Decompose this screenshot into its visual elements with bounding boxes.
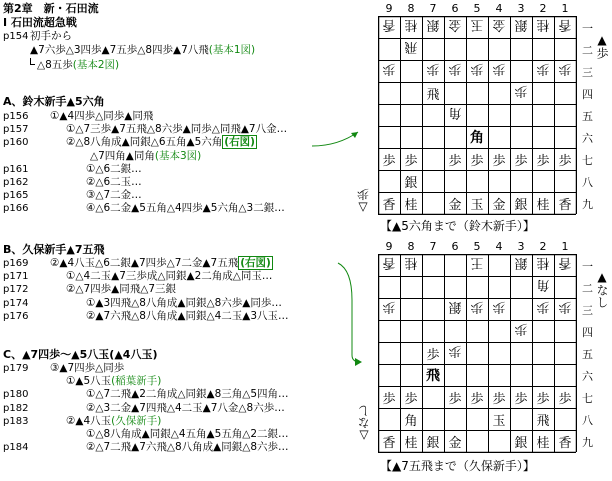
sente-piece: 飛 bbox=[426, 87, 440, 103]
sente-piece: 桂 bbox=[404, 197, 418, 213]
rank-label: 五 bbox=[582, 110, 593, 123]
sente-piece: 歩 bbox=[404, 391, 418, 407]
page-number: p160 bbox=[3, 137, 29, 149]
page-number: p172 bbox=[3, 284, 29, 296]
tree-row-ref: (久保新手) bbox=[111, 414, 162, 427]
sente-piece: 銀 bbox=[514, 197, 528, 213]
tree-row-moves: ①▲4四歩△同歩▲同飛 bbox=[50, 110, 154, 122]
gote-piece: 銀 bbox=[426, 17, 440, 33]
rank-label: 五 bbox=[582, 348, 593, 361]
board2-caption: 【▲7五飛まで（久保新手）】 bbox=[380, 459, 535, 473]
section-c-title: C、▲7四歩～▲5八玉(▲4八玉) bbox=[3, 348, 158, 361]
gote-piece: 桂 bbox=[536, 255, 550, 271]
gote-piece: 金 bbox=[448, 17, 462, 33]
sente-piece: 歩 bbox=[470, 391, 484, 407]
gote-piece: 歩 bbox=[470, 61, 484, 77]
gote-piece: 香 bbox=[382, 255, 396, 271]
page-number: p182 bbox=[3, 402, 29, 414]
gote-piece: 香 bbox=[382, 17, 396, 33]
gote-piece: 玉 bbox=[470, 17, 484, 33]
page-number: p161 bbox=[3, 163, 29, 175]
sente-piece: 歩 bbox=[492, 153, 506, 169]
page-number: p174 bbox=[3, 297, 29, 309]
sente-piece: 香 bbox=[382, 435, 396, 451]
file-label: 3 bbox=[517, 2, 525, 15]
gote-piece: 歩 bbox=[558, 61, 572, 77]
sente-piece: 香 bbox=[558, 435, 572, 451]
gote-piece: 銀 bbox=[514, 255, 528, 271]
gote-piece: 銀 bbox=[448, 299, 462, 315]
file-label: 1 bbox=[561, 2, 569, 15]
chapter-title: 第2章 新・石田流 bbox=[3, 2, 99, 15]
sente-piece: 飛 bbox=[536, 413, 550, 429]
tree-row-moves: ①△8八角成▲同銀△4五角▲5五角△2二銀… bbox=[86, 428, 289, 440]
sente-piece: 玉 bbox=[470, 197, 484, 213]
sente-piece: 歩 bbox=[470, 153, 484, 169]
rank-label: 六 bbox=[582, 370, 593, 383]
tree-row-moves: ①▲3四飛△8八角成▲同銀△8六歩▲同歩… bbox=[86, 296, 282, 309]
tree-row-moves: ②▲7六飛△8八角成▲同銀△4二玉▲3八玉… bbox=[86, 309, 289, 322]
tree-row-moves: ①▲5八玉 bbox=[66, 375, 112, 388]
rank-label: 四 bbox=[582, 326, 593, 339]
sente-piece: 銀 bbox=[514, 435, 528, 451]
board2-gote-hand: △なし bbox=[357, 405, 371, 443]
tree-row-moves: ①△7二飛▲2二角成△同銀▲8三角△5四角… bbox=[86, 388, 289, 401]
section-title: Ⅰ 石田流超急戦 bbox=[3, 16, 77, 29]
intro-line1-moves: ▲7六歩△3四歩▲7五歩△8四歩▲7八飛 bbox=[30, 44, 209, 56]
tree-row-moves: ②△3二金▲7四飛△4二玉▲7八金△8六歩… bbox=[86, 401, 285, 414]
gote-piece: 歩 bbox=[558, 299, 572, 315]
arrow-to-board2 bbox=[338, 263, 360, 362]
sente-piece: 角 bbox=[470, 130, 484, 146]
rank-label: 三 bbox=[582, 304, 593, 317]
sente-piece: 歩 bbox=[492, 391, 506, 407]
sente-piece: 歩 bbox=[382, 153, 396, 169]
tree-row-moves: △7四角▲同角 bbox=[90, 149, 155, 162]
gote-piece: 歩 bbox=[492, 61, 506, 77]
rank-label: 七 bbox=[582, 392, 593, 405]
file-label: 8 bbox=[407, 2, 415, 15]
sente-piece: 銀 bbox=[426, 435, 440, 451]
tree-row-moves: ②△7二飛▲7六飛△8八角成▲同銀△8六歩… bbox=[86, 441, 289, 454]
page-number: p157 bbox=[3, 124, 29, 136]
tree-row-ref: (稲葉新手) bbox=[111, 375, 162, 388]
sente-piece: 香 bbox=[382, 197, 396, 213]
tree-row-moves: ①△4二玉▲7三歩成△同銀▲2二角成△同玉… bbox=[66, 270, 273, 283]
gote-piece: 歩 bbox=[448, 61, 462, 77]
sente-piece: 桂 bbox=[404, 435, 418, 451]
page-number: p165 bbox=[3, 190, 29, 202]
file-label: 5 bbox=[473, 2, 481, 15]
tree-row-moves: ②△8八角成▲同銀△6五角▲5六角 bbox=[66, 136, 223, 149]
arrow-to-board1 bbox=[312, 132, 358, 146]
gote-piece: 歩 bbox=[514, 83, 528, 99]
sente-piece: 歩 bbox=[536, 391, 550, 407]
page-number: p169 bbox=[3, 258, 29, 269]
file-label: 9 bbox=[385, 2, 393, 15]
gote-piece: 香 bbox=[558, 255, 572, 271]
sente-piece: 歩 bbox=[448, 153, 462, 169]
file-label: 3 bbox=[517, 240, 525, 253]
sente-piece: 金 bbox=[448, 435, 462, 451]
gote-piece: 角 bbox=[536, 277, 550, 293]
tree-row-moves: ①△6二銀… bbox=[86, 162, 142, 175]
file-label: 9 bbox=[385, 240, 393, 253]
gote-piece: 飛 bbox=[404, 39, 418, 55]
sente-piece: 歩 bbox=[558, 153, 572, 169]
file-label: 8 bbox=[407, 240, 415, 253]
gote-piece: 歩 bbox=[426, 61, 440, 77]
file-label: 5 bbox=[473, 240, 481, 253]
board1-gote-hand: △歩 bbox=[356, 187, 369, 215]
sente-piece: 桂 bbox=[536, 435, 550, 451]
page-number: p176 bbox=[3, 310, 29, 322]
page-number: p162 bbox=[3, 177, 29, 188]
file-label: 2 bbox=[539, 240, 547, 253]
sente-piece: 歩 bbox=[558, 391, 572, 407]
rank-label: 三 bbox=[582, 66, 593, 79]
arrow-head-1 bbox=[351, 132, 358, 138]
sente-piece: 歩 bbox=[404, 153, 418, 169]
page-number: p179 bbox=[3, 363, 29, 374]
gote-piece: 角 bbox=[448, 105, 462, 121]
sente-piece: 金 bbox=[448, 197, 462, 213]
sente-piece: 金 bbox=[492, 197, 506, 213]
sente-piece: 歩 bbox=[514, 153, 528, 169]
file-label: 7 bbox=[429, 2, 437, 15]
tree-row-moves: ③△7二金… bbox=[86, 189, 142, 202]
rank-label: 一 bbox=[582, 260, 593, 273]
file-label: 6 bbox=[451, 240, 459, 253]
tree-row-ref: (右図) bbox=[224, 136, 255, 149]
page-number: p184 bbox=[3, 442, 29, 454]
gote-piece: 桂 bbox=[536, 17, 550, 33]
gote-piece: 香 bbox=[558, 17, 572, 33]
tree-row-ref: (基本3図) bbox=[154, 149, 202, 162]
tree-row-moves: ③▲7四歩△同歩 bbox=[50, 362, 125, 374]
gote-piece: 歩 bbox=[536, 299, 550, 315]
board1-sente-hand: ▲歩 bbox=[595, 33, 609, 59]
sente-piece: 歩 bbox=[382, 391, 396, 407]
gote-piece: 歩 bbox=[536, 61, 550, 77]
page-number: p183 bbox=[3, 415, 29, 427]
intro-line2-ref: (基本2図) bbox=[72, 59, 120, 71]
file-label: 2 bbox=[539, 2, 547, 15]
gote-piece: 歩 bbox=[448, 343, 462, 359]
gote-piece: 桂 bbox=[404, 255, 418, 271]
tree-row-moves: ①△7三歩▲7五飛△8六歩▲同歩△同飛▲7八金… bbox=[66, 123, 288, 136]
sente-piece: 香 bbox=[558, 197, 572, 213]
gote-piece: 金 bbox=[492, 17, 506, 33]
tree-row-moves: ②▲4八玉△6二銀▲7四歩△7二金▲7五飛 bbox=[50, 257, 239, 269]
page-number: p171 bbox=[3, 271, 29, 283]
sente-piece: 歩 bbox=[426, 347, 440, 363]
page-number: p154 bbox=[3, 31, 29, 42]
intro-text: 初手から bbox=[30, 30, 72, 42]
intro-line2-moves: △8五歩 bbox=[37, 59, 73, 71]
gote-piece: 歩 bbox=[470, 299, 484, 315]
tree-row-moves: ②△7四歩▲同飛△7三銀 bbox=[66, 283, 176, 296]
tree-row-moves: ②△6二玉… bbox=[86, 176, 142, 188]
section-a-title: A、鈴木新手▲5六角 bbox=[3, 95, 105, 108]
sente-piece: 歩 bbox=[514, 391, 528, 407]
gote-piece: 歩 bbox=[514, 321, 528, 337]
file-label: 4 bbox=[495, 240, 503, 253]
file-label: 1 bbox=[561, 240, 569, 253]
gote-piece: 歩 bbox=[492, 299, 506, 315]
sente-piece: 銀 bbox=[404, 175, 418, 191]
gote-piece: 桂 bbox=[404, 17, 418, 33]
sente-piece: 玉 bbox=[492, 413, 506, 429]
rank-label: 四 bbox=[582, 88, 593, 101]
file-label: 6 bbox=[451, 2, 459, 15]
sente-piece: 飛 bbox=[426, 368, 440, 384]
rank-label: 二 bbox=[582, 44, 593, 57]
file-label: 4 bbox=[495, 2, 503, 15]
board2-sente-hand: ▲なし bbox=[595, 270, 609, 308]
rank-label: 二 bbox=[582, 282, 593, 295]
page-number: p166 bbox=[3, 203, 29, 215]
intro-line1-ref: (基本1図) bbox=[208, 44, 256, 56]
rank-label: 八 bbox=[582, 414, 593, 427]
shogi-board-2 bbox=[374, 240, 612, 452]
board1-caption: 【▲5六角まで（鈴木新手）】 bbox=[380, 219, 535, 233]
rank-label: 一 bbox=[582, 22, 593, 35]
sente-piece: 歩 bbox=[448, 391, 462, 407]
sente-piece: 角 bbox=[404, 413, 418, 429]
rank-label: 六 bbox=[582, 132, 593, 145]
sente-piece: 歩 bbox=[536, 153, 550, 169]
tree-row-moves: ②▲4八玉 bbox=[66, 414, 112, 427]
gote-piece: 歩 bbox=[382, 61, 396, 77]
rank-label: 八 bbox=[582, 176, 593, 189]
tree-row-ref: (右図) bbox=[240, 257, 271, 269]
rank-label: 九 bbox=[582, 436, 593, 449]
rank-label: 七 bbox=[582, 154, 593, 167]
tree-row-moves: ④△6二金▲5五角△4四歩▲5六角△3二銀… bbox=[86, 202, 285, 215]
sente-piece: 桂 bbox=[536, 197, 550, 213]
shogi-board-1 bbox=[374, 2, 612, 214]
page-number: p156 bbox=[3, 111, 29, 122]
gote-piece: 銀 bbox=[514, 17, 528, 33]
gote-piece: 王 bbox=[470, 255, 484, 271]
section-b-title: B、久保新手▲7五飛 bbox=[3, 243, 105, 256]
rank-label: 九 bbox=[582, 198, 593, 211]
file-label: 7 bbox=[429, 240, 437, 253]
arrow-head-2 bbox=[355, 358, 362, 366]
gote-piece: 歩 bbox=[382, 299, 396, 315]
page-number: p180 bbox=[3, 389, 29, 401]
